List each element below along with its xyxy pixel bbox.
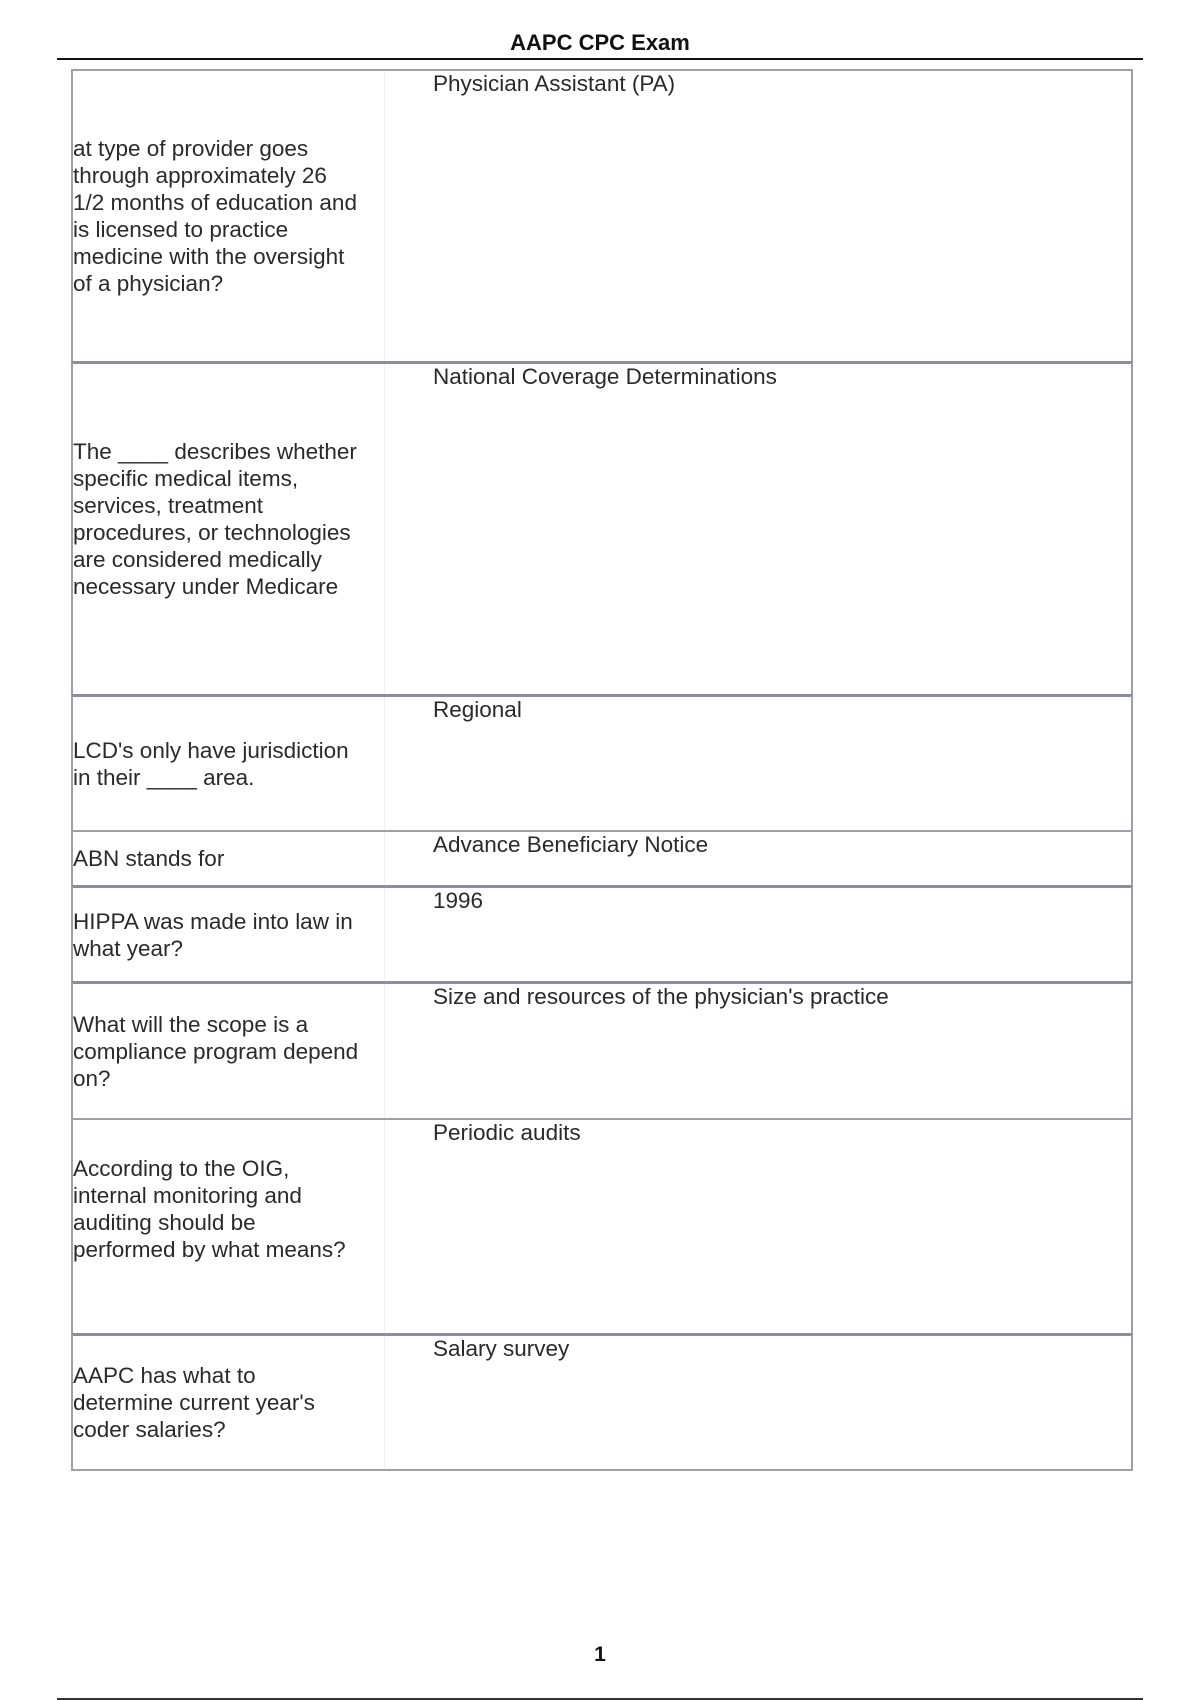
card-question: What will the scope is a compliance program depend on? [73, 984, 385, 1118]
card-question: AAPC has what to determine current year's coder salaries? [73, 1336, 385, 1469]
card-answer: 1996 [433, 888, 484, 913]
card-answer: Periodic audits [433, 1120, 581, 1145]
card-answer: Regional [433, 697, 522, 722]
card-row [71, 1333, 1133, 1471]
card-question: at type of provider goes through approximately 26 1/2 months of education and is licensed to practice medicine with the oversight of a physician? [73, 71, 385, 361]
card-row [71, 830, 1133, 887]
card-row [71, 981, 1133, 1120]
card-row [71, 694, 1133, 832]
card-question: ABN stands for [73, 832, 385, 885]
card-answer: Physician Assistant (PA) [433, 71, 676, 96]
card-row [71, 1118, 1133, 1335]
card-question: HIPPA was made into law in what year? [73, 888, 385, 981]
page-header [57, 28, 1143, 60]
card-answer: Size and resources of the physician's practice [433, 984, 889, 1009]
card-answer: Advance Beneficiary Notice [433, 832, 709, 857]
card-row [71, 885, 1133, 983]
card-row [71, 361, 1133, 696]
page-number: 1 [594, 1643, 606, 1666]
card-answer: National Coverage Determinations [433, 364, 777, 389]
card-question: According to the OIG, internal monitoring and auditing should be performed by what means? [73, 1120, 385, 1333]
page-footer [57, 1640, 1143, 1700]
card-row [71, 69, 1133, 363]
document-title: AAPC CPC Exam [510, 30, 690, 55]
card-question: LCD's only have jurisdiction in their ____ area. [73, 697, 385, 830]
card-answer: Salary survey [433, 1336, 570, 1361]
flashcard-table [71, 71, 1133, 1471]
card-question: The ____ describes whether specific medical items, services, treatment procedures, or technologies are considered medically necessary under Medicare [73, 364, 385, 694]
